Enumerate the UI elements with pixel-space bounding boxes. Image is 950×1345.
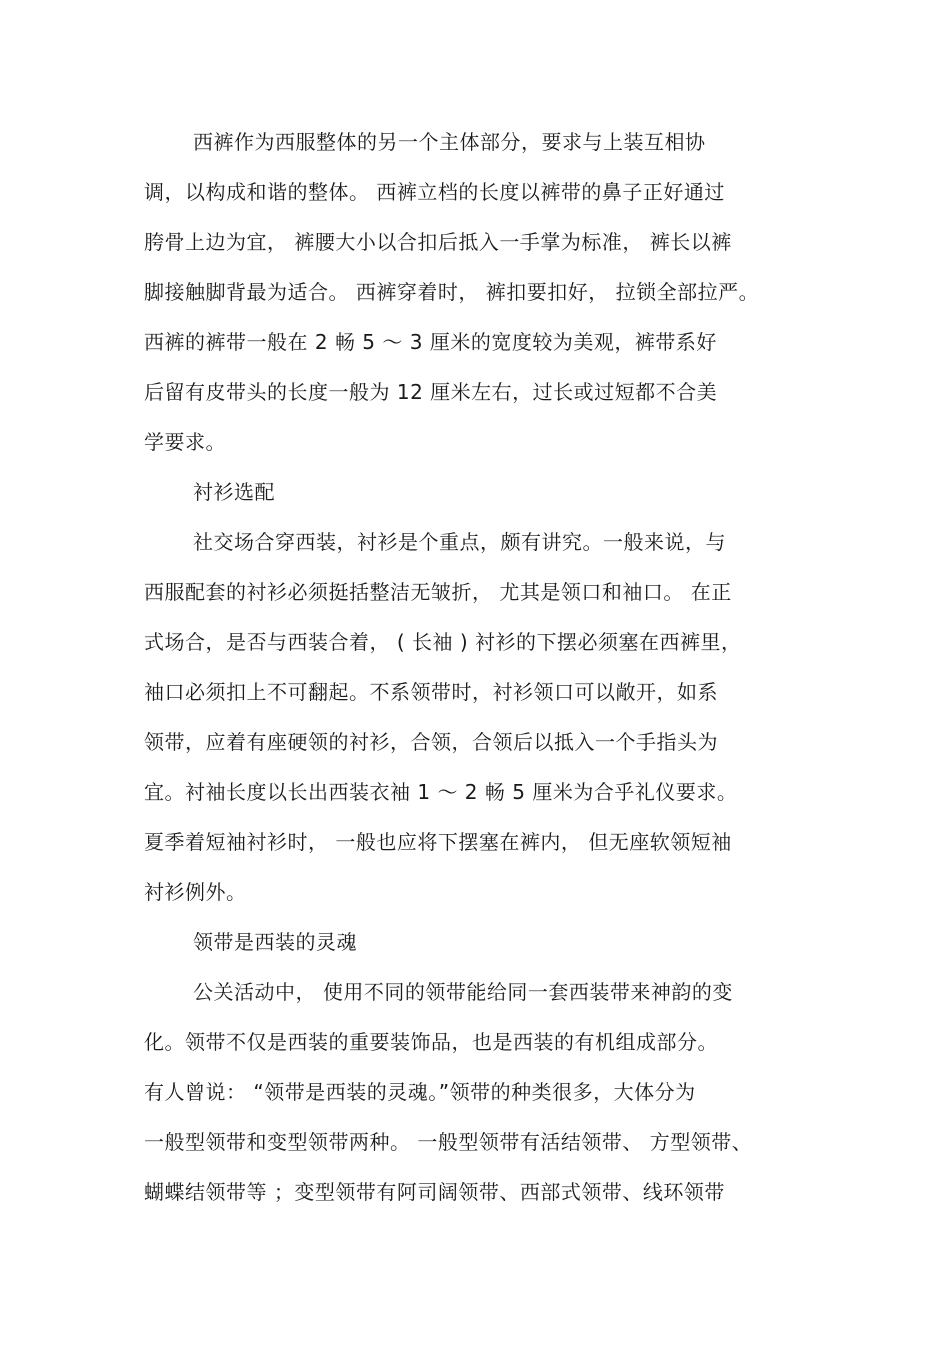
section-heading: 领带是西装的灵魂	[193, 930, 357, 954]
text-line: 社交场合穿西装，衬衫是个重点，颇有讲究。一般来说，与	[193, 530, 726, 554]
text-line: 学要求。	[144, 430, 226, 454]
text-line: 脚接触脚背最为适合。 西裤穿着时， 裤扣要扣好， 拉锁全部拉严。	[144, 280, 760, 304]
text-line: 一般型领带和变型领带两种。 一般型领带有活结领带、 方型领带、	[144, 1130, 753, 1154]
text-line: 式场合，是否与西装合着， ( 长袖 ) 衬衫的下摆必须塞在西裤里，	[144, 630, 742, 654]
text-line: 调，以构成和谐的整体。 西裤立档的长度以裤带的鼻子正好通过	[144, 180, 725, 204]
text-line: 西裤作为西服整体的另一个主体部分，要求与上装互相协	[193, 130, 706, 154]
text-line: 有人曾说： “领带是西装的灵魂。”领带的种类很多，大体分为	[144, 1080, 696, 1104]
text-line: 袖口必须扣上不可翻起。不系领带时，衬衫领口可以敞开，如系	[144, 680, 718, 704]
text-line: 化。领带不仅是西装的重要装饰品，也是西装的有机组成部分。	[144, 1030, 718, 1054]
text-line: 衬衫例外。	[144, 880, 247, 904]
text-line: 宜。衬袖长度以长出西装衣袖 1 ～ 2 畅 5 厘米为合乎礼仪要求。	[144, 780, 738, 804]
text-line: 胯骨上边为宜， 裤腰大小以合扣后抵入一手掌为标准， 裤长以裤	[144, 230, 732, 254]
text-line: 领带，应着有座硬领的衬衫，合领，合领后以抵入一个手指头为	[144, 730, 718, 754]
section-heading: 衬衫选配	[193, 480, 275, 504]
text-line: 公关活动中， 使用不同的领带能给同一套西装带来神韵的变	[193, 980, 733, 1004]
text-line: 蝴蝶结领带等 ；变型领带有阿司阔领带、西部式领带、线环领带	[144, 1180, 725, 1204]
text-line: 西裤的裤带一般在 2 畅 5 ～ 3 厘米的宽度较为美观，裤带系好	[144, 330, 717, 354]
text-line: 西服配套的衬衫必须挺括整洁无皱折， 尤其是领口和袖口。 在正	[144, 580, 732, 604]
text-line: 夏季着短袖衬衫时， 一般也应将下摆塞在裤内， 但无座软领短袖	[144, 830, 732, 854]
text-line: 后留有皮带头的长度一般为 12 厘米左右，过长或过短都不合美	[144, 380, 718, 404]
